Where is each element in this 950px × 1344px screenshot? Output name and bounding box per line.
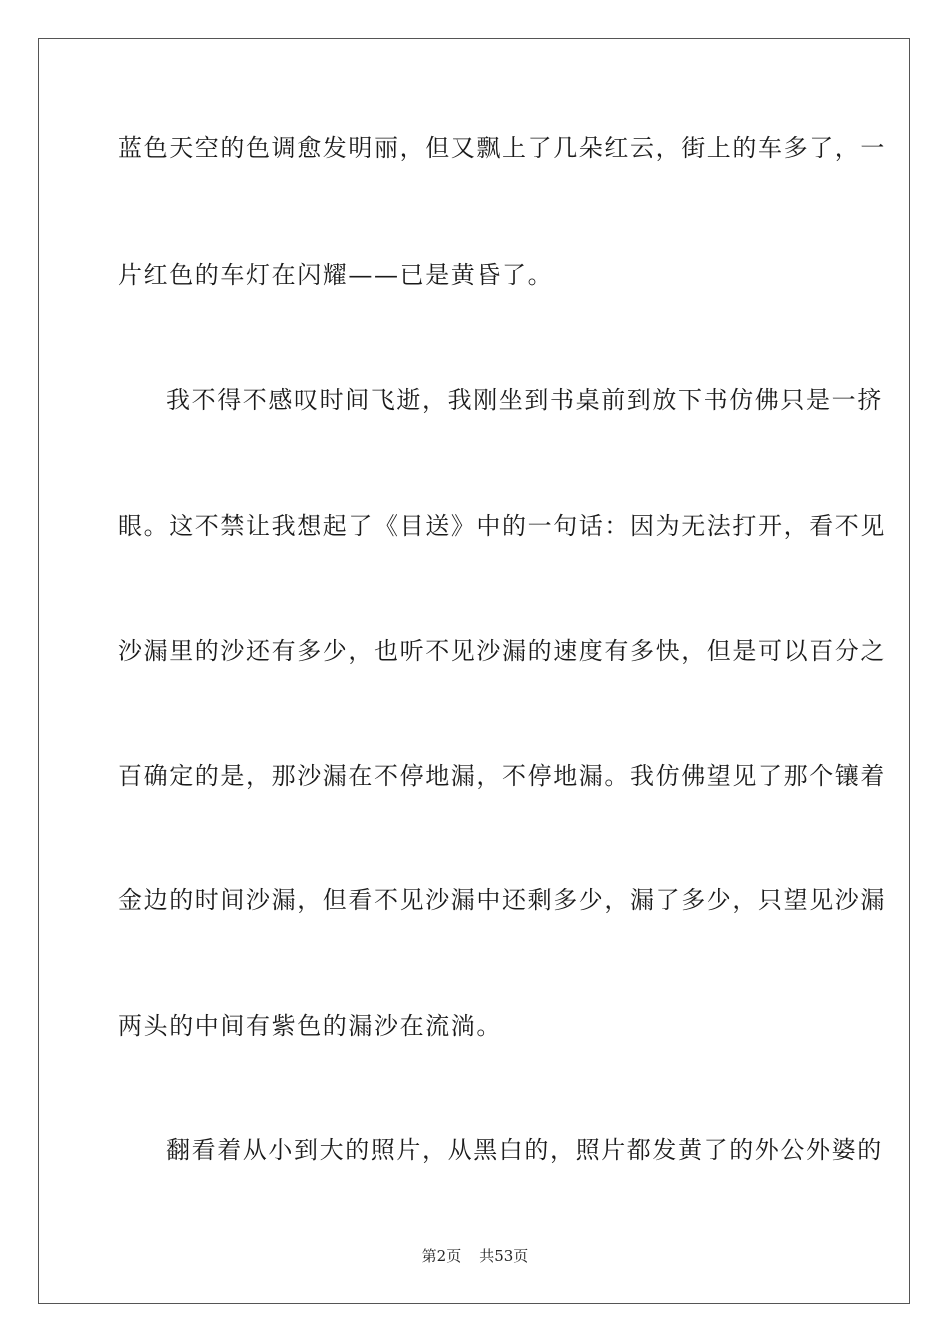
text-line-2: 片红色的车灯在闪耀——已是黄昏了。 (118, 261, 554, 289)
text-line-1: 蓝色天空的色调愈发明丽，但又飘上了几朵红云，街上的车多了，一 (118, 134, 886, 162)
current-page-label: 第2页 (421, 1247, 462, 1265)
page-footer (0, 1246, 950, 1266)
page-border (38, 38, 910, 1304)
text-line-5: 沙漏里的沙还有多少，也听不见沙漏的速度有多快，但是可以百分之 (118, 637, 886, 665)
text-line-3: 我不得不感叹时间飞逝，我刚坐到书桌前到放下书仿佛只是一挤 (166, 386, 883, 414)
text-line-4: 眼。这不禁让我想起了《目送》中的一句话：因为无法打开，看不见 (118, 512, 886, 540)
text-line-7: 金边的时间沙漏，但看不见沙漏中还剩多少，漏了多少，只望见沙漏 (118, 886, 886, 914)
total-pages-label: 共53页 (479, 1247, 529, 1265)
text-line-9: 翻看着从小到大的照片，从黑白的，照片都发黄了的外公外婆的 (166, 1136, 883, 1164)
text-line-8: 两头的中间有紫色的漏沙在流淌。 (118, 1012, 502, 1040)
text-line-6: 百确定的是，那沙漏在不停地漏，不停地漏。我仿佛望见了那个镶着 (118, 762, 886, 790)
